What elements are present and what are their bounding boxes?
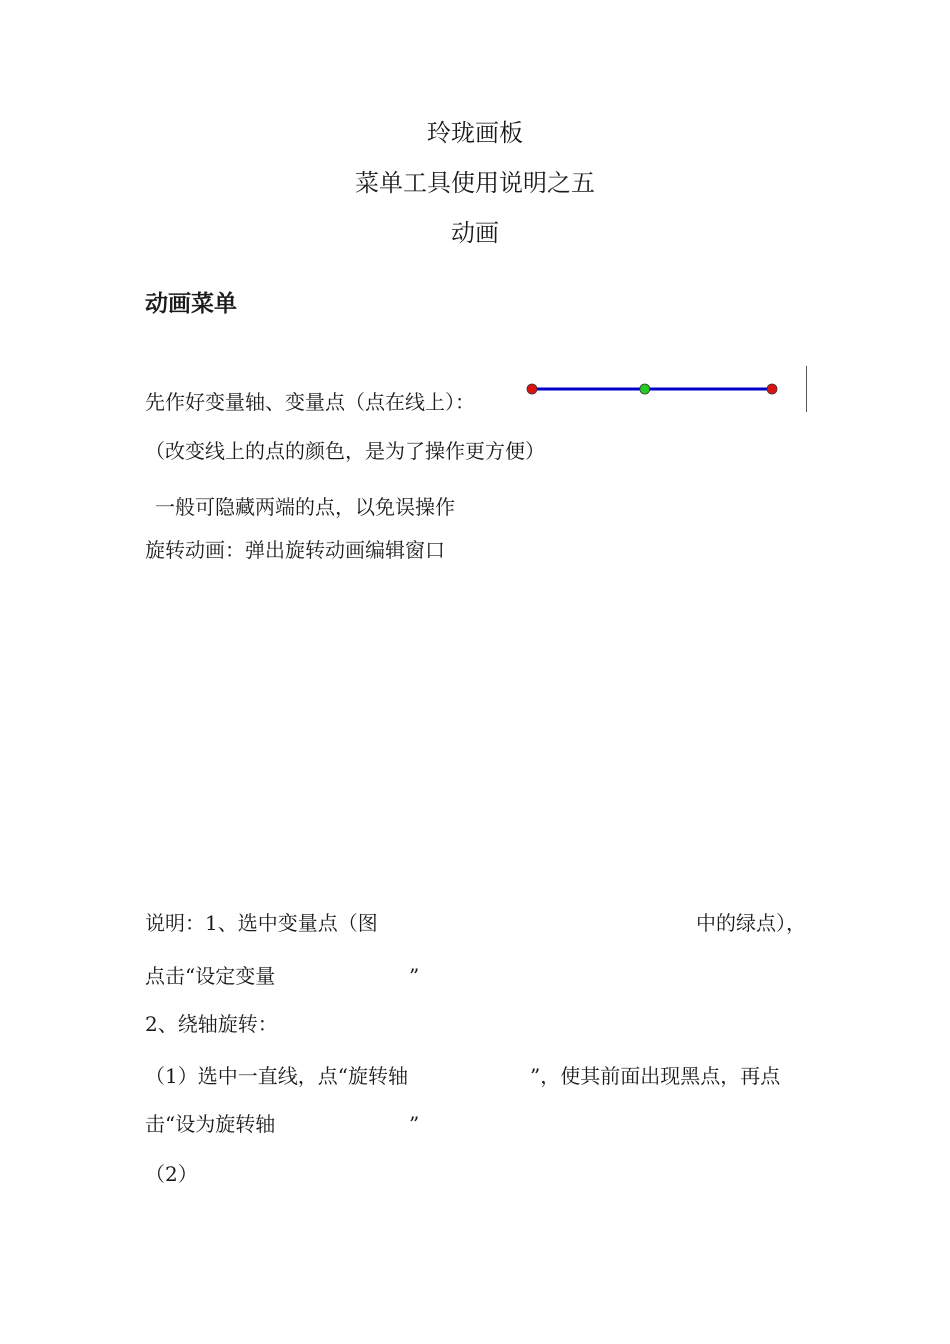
section-heading: 动画菜单 (145, 291, 237, 317)
instruction-step2: 2、绕轴旋转： (145, 1012, 278, 1036)
document-title: 玲珑画板 (427, 119, 523, 147)
document-topic: 动画 (451, 219, 499, 247)
document-subtitle: 菜单工具使用说明之五 (355, 169, 595, 197)
instruction-set-axis-quote: ” (409, 1112, 420, 1136)
instruction-set-axis: 击“设为旋转轴 (145, 1112, 276, 1136)
instruction-step1-start: 说明：1、选中变量点（图 (145, 911, 378, 935)
paragraph-color-note: （改变线上的点的颜色，是为了操作更方便） (145, 439, 545, 463)
instruction-set-variable: 点击“设定变量 (145, 964, 276, 988)
instruction-step1-end: 中的绿点）， (696, 911, 806, 935)
left-endpoint (527, 384, 537, 394)
paragraph-setup: 先作好变量轴、变量点（点在线上）： (145, 390, 475, 414)
paragraph-hide-note: 一般可隐藏两端的点，以免误操作 (155, 495, 455, 519)
instruction-step2-1-start: （1）选中一直线，点“旋转轴 (145, 1064, 408, 1088)
instruction-step2-2: （2） (145, 1162, 198, 1186)
paragraph-rotation-animation: 旋转动画：弹出旋转动画编辑窗口 (145, 538, 445, 562)
right-endpoint (767, 384, 777, 394)
variable-axis-diagram (510, 366, 806, 412)
instruction-set-variable-quote: ” (409, 964, 420, 988)
variable-point (640, 384, 650, 394)
variable-axis-figure (510, 366, 807, 412)
instruction-step2-1-end: ”，使其前面出现黑点，再点 (530, 1064, 781, 1088)
